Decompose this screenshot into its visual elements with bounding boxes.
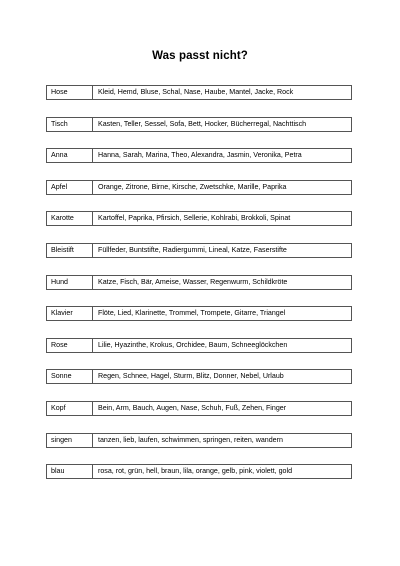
exercise-row [46, 85, 352, 100]
word-list: Lilie, Hyazinthe, Krokus, Orchidee, Baum, Schneeglöckchen [98, 340, 288, 349]
word-list: rosa, rot, grün, hell, braun, lila, orange, gelb, pink, violett, gold [98, 467, 293, 476]
exercise-row [46, 117, 352, 132]
exercise-table [46, 85, 352, 496]
target-word: Anna [47, 149, 93, 162]
word-list: Hanna, Sarah, Marina, Theo, Alexandra, Jasmin, Veronika, Petra [98, 151, 302, 160]
exercise-row [46, 306, 352, 321]
word-list: tanzen, lieb, laufen, schwimmen, springen, reiten, wandern [98, 435, 283, 444]
word-list: Orange, Zitrone, Birne, Kirsche, Zwetschke, Marille, Paprika [98, 182, 287, 191]
target-word: Tisch [47, 118, 93, 131]
target-word: Rose [47, 339, 93, 352]
exercise-row [46, 211, 352, 226]
target-word: Hund [47, 276, 93, 289]
word-list: Bein, Arm, Bauch, Augen, Nase, Schuh, Fuß, Zehen, Finger [98, 403, 287, 412]
exercise-row [46, 401, 352, 416]
exercise-row [46, 275, 352, 290]
word-list: Regen, Schnee, Hagel, Sturm, Blitz, Donner, Nebel, Urlaub [98, 372, 284, 381]
word-list: Flöte, Lied, Klarinette, Trommel, Trompete, Gitarre, Triangel [98, 309, 286, 318]
word-list: Kasten, Teller, Sessel, Sofa, Bett, Hocker, Bücherregal, Nachttisch [98, 119, 307, 128]
target-word: blau [47, 465, 93, 478]
target-word: Karotte [47, 212, 93, 225]
target-word: Apfel [47, 181, 93, 194]
word-list: Füllfeder, Buntstifte, Radiergummi, Lineal, Katze, Faserstifte [98, 245, 287, 254]
word-list: Katze, Fisch, Bär, Ameise, Wasser, Regenwurm, Schildkröte [98, 277, 288, 286]
target-word: Kopf [47, 402, 93, 415]
target-word: Bleistift [47, 244, 93, 257]
exercise-row [46, 243, 352, 258]
target-word: singen [47, 434, 93, 447]
page-title: Was passt nicht? [152, 50, 248, 62]
target-word: Sonne [47, 370, 93, 383]
exercise-row [46, 180, 352, 195]
word-list: Kartoffel, Paprika, Pfirsich, Sellerie, Kohlrabi, Brokkoli, Spinat [98, 214, 291, 223]
exercise-row [46, 464, 352, 479]
exercise-row [46, 338, 352, 353]
exercise-row [46, 433, 352, 448]
target-word: Hose [47, 86, 93, 99]
exercise-row [46, 369, 352, 384]
word-list: Kleid, Hemd, Bluse, Schal, Nase, Haube, Mantel, Jacke, Rock [98, 88, 294, 96]
exercise-row [46, 148, 352, 163]
target-word: Klavier [47, 307, 93, 320]
